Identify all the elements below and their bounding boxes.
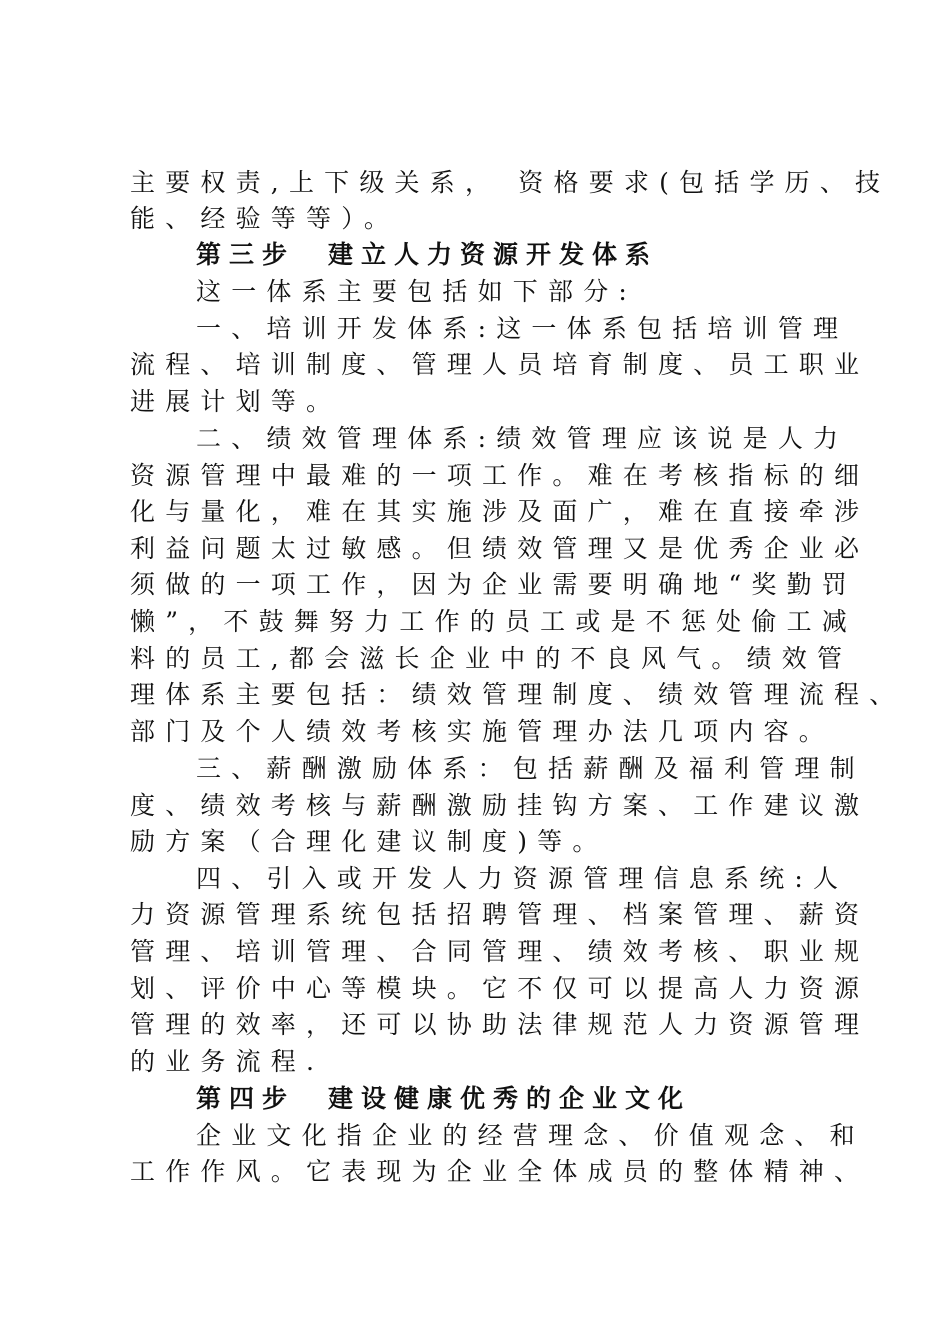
body-text-line: 管理、培训管理、合同管理、绩效考核、职业规 [130, 937, 870, 966]
body-text-line: 料的员工,都会滋长企业中的不良风气。绩效管 [130, 644, 853, 673]
body-text-line: 资源管理中最难的一项工作。难在考核指标的细 [130, 461, 870, 490]
section-heading-step4: 第四步 建设健康优秀的企业文化 [196, 1084, 692, 1113]
body-text-line: 理体系主要包括：绩效管理制度、绩效管理流程、 [130, 680, 905, 709]
body-text-line: 利益问题太过敏感。但绩效管理又是优秀企业必 [130, 534, 870, 563]
body-text-line: 力资源管理系统包括招聘管理、档案管理、薪资 [130, 900, 870, 929]
body-text-line: 一、培训开发体系:这一体系包括培训管理 [196, 314, 849, 343]
body-text-line: 化与量化，难在其实施涉及面广，难在直接牵涉 [130, 497, 870, 526]
body-text-line: 划、评价中心等模块。它不仅可以提高人力资源 [130, 974, 870, 1003]
body-text-line: 企业文化指企业的经营理念、价值观念、和 [196, 1121, 865, 1150]
body-text-line: 二、绩效管理体系:绩效管理应该说是人力 [196, 424, 849, 453]
body-text-line: 流程、培训制度、管理人员培育制度、员工职业 [130, 350, 870, 379]
body-text-line: 三、薪酬激励体系：包括薪酬及福利管理制 [196, 754, 865, 783]
body-text-line: 能、经验等等）。 [130, 204, 400, 233]
body-text-line: 须做的一项工作，因为企业需要明确地“奖勤罚 [130, 570, 857, 599]
section-heading-step3: 第三步 建立人力资源开发体系 [196, 240, 659, 269]
body-text-line: 管理的效率，还可以协助法律规范人力资源管理 [130, 1010, 870, 1039]
body-text-line: 的业务流程. [130, 1047, 325, 1076]
body-text-line: 这一体系主要包括如下部分: [196, 277, 638, 306]
body-text-line: 度、绩效考核与薪酬激励挂钩方案、工作建议激 [130, 791, 870, 820]
body-text-line: 进展计划等。 [130, 387, 342, 416]
body-text-line: 主要权责,上下级关系， 资格要求(包括学历、技 [130, 168, 891, 197]
body-text-line: 懒”，不鼓舞努力工作的员工或是不惩处偷工减 [130, 607, 857, 636]
body-text-line: 四、引入或开发人力资源管理信息系统:人 [196, 864, 849, 893]
body-text-line: 励方案（合理化建议制度)等。 [130, 827, 608, 856]
body-text-line: 部门及个人绩效考核实施管理办法几项内容。 [130, 717, 835, 746]
body-text-line: 工作作风。它表现为企业全体成员的整体精神、 [130, 1157, 870, 1186]
